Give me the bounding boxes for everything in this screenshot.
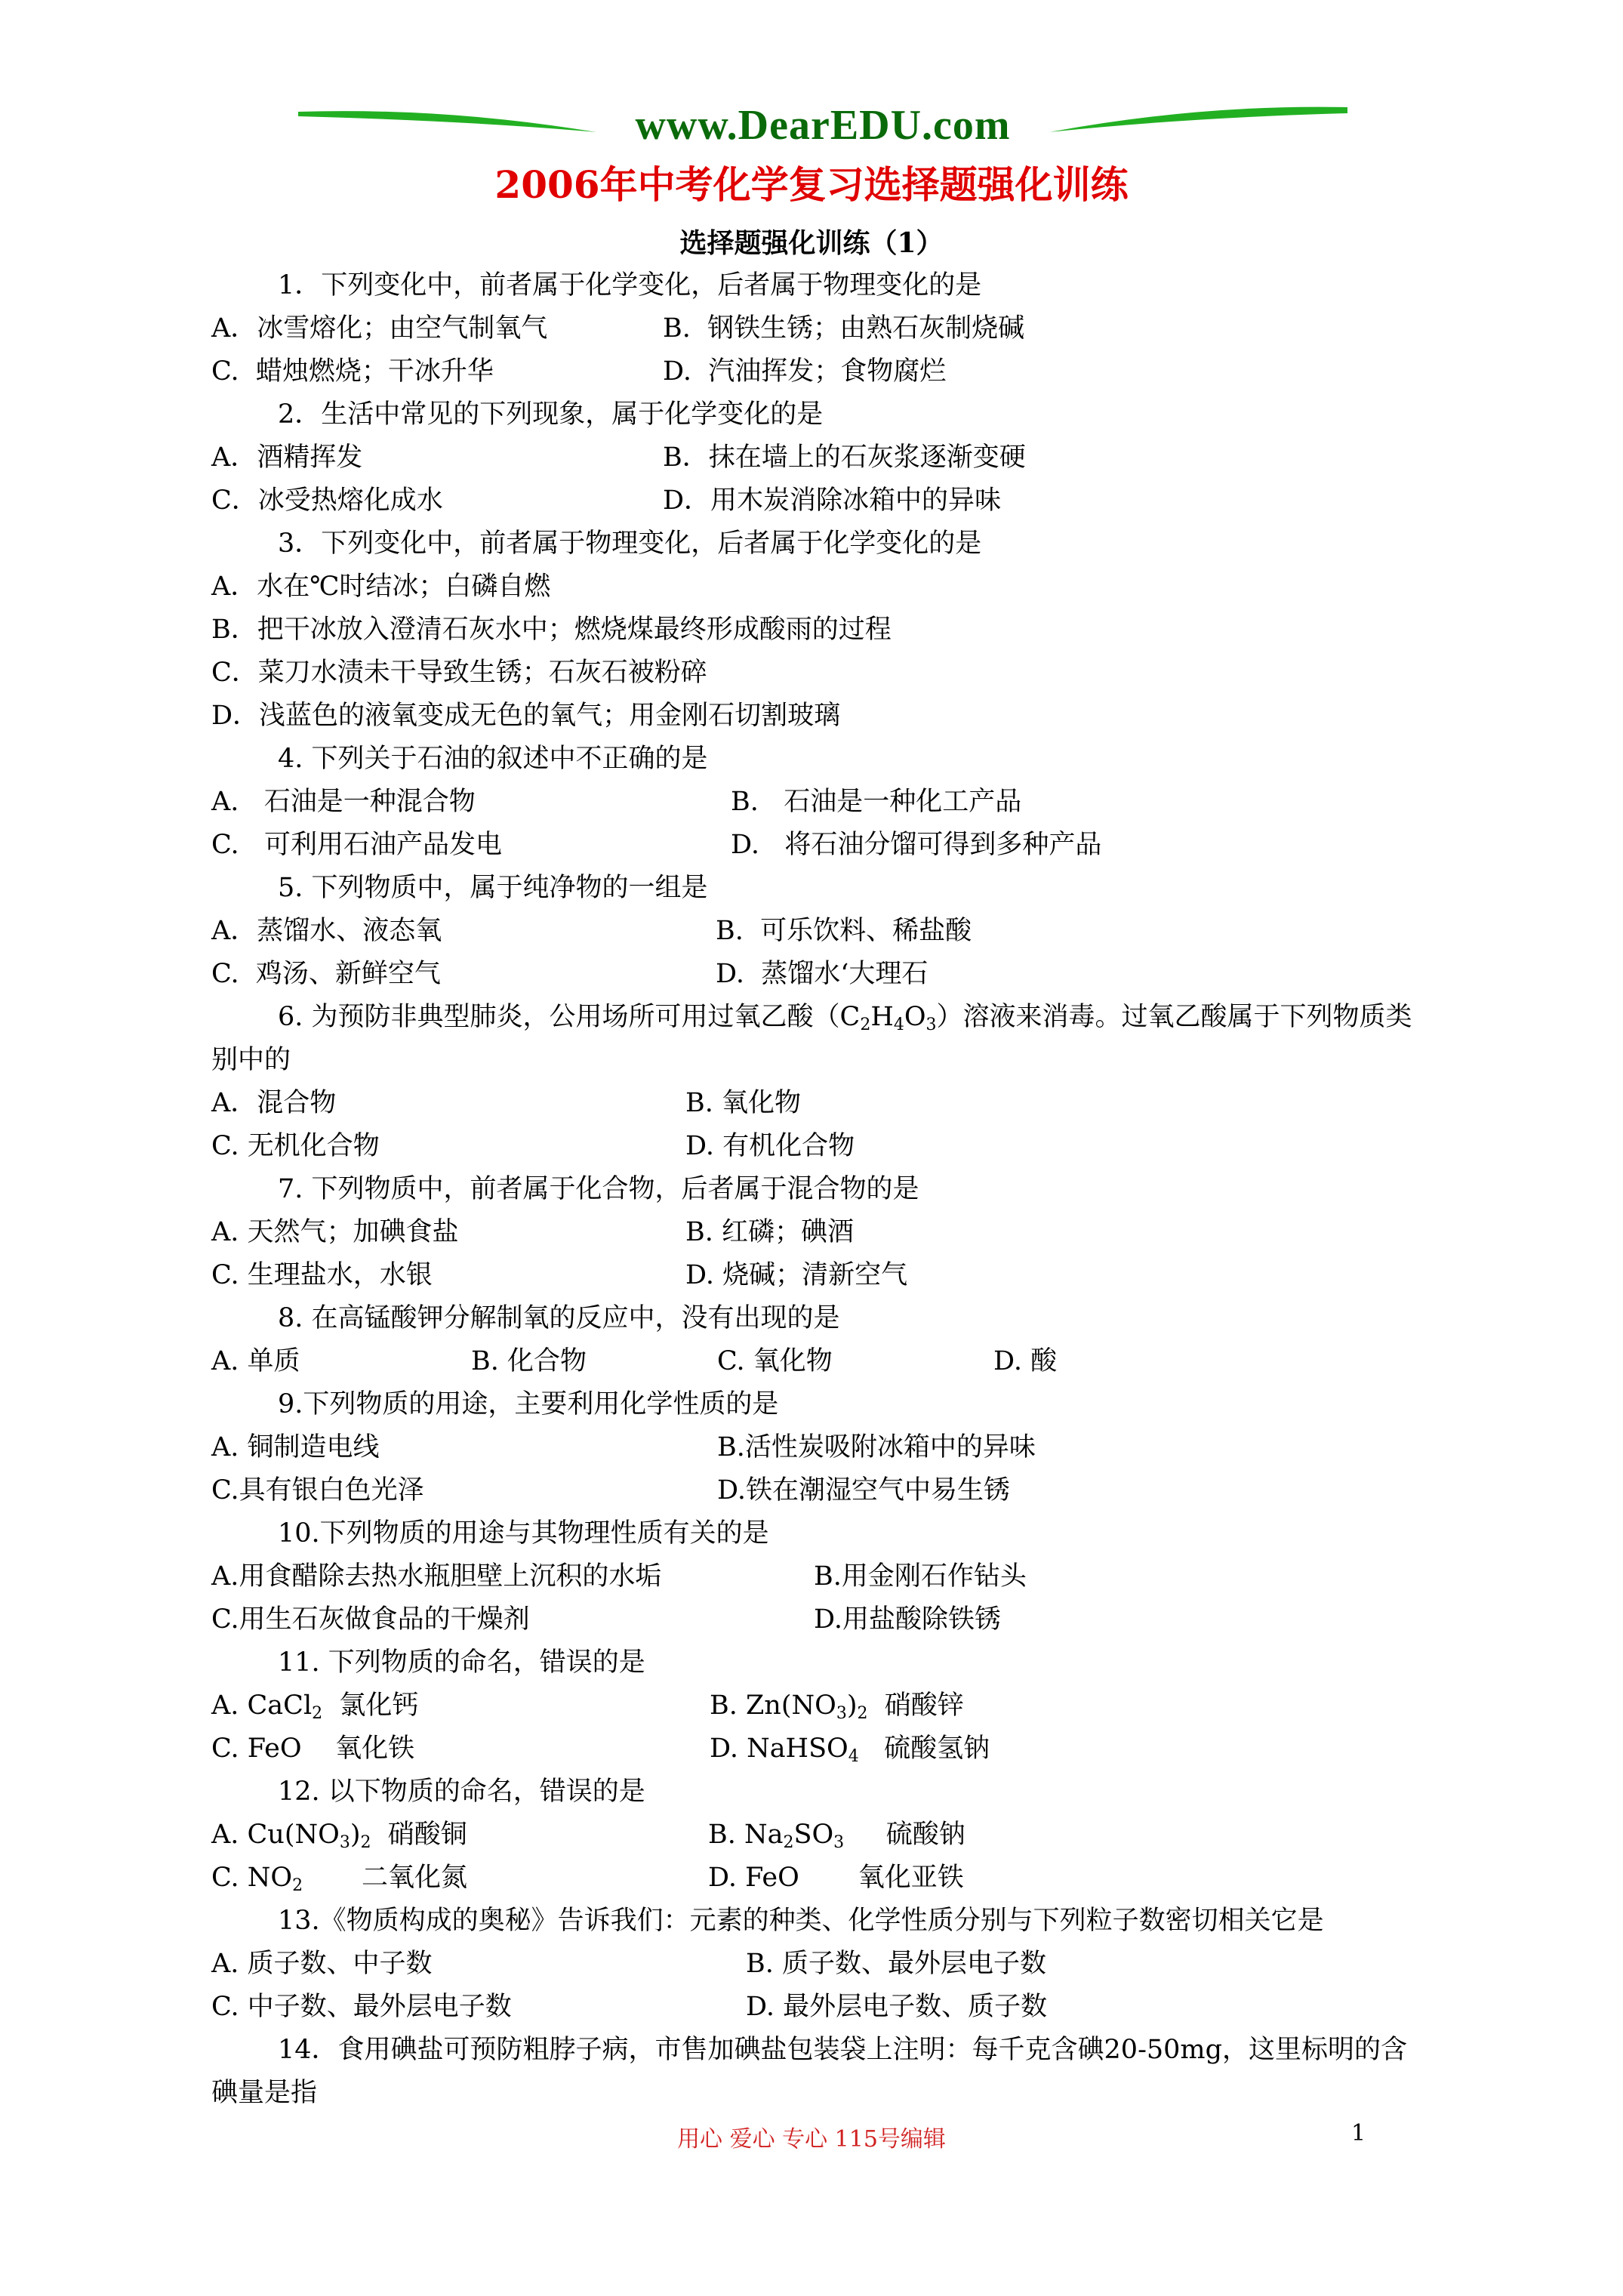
option-row bbox=[211, 1727, 1427, 1771]
option-d: D．浅蓝色的液氧变成无色的氧气；用金刚石切割玻璃 bbox=[211, 701, 841, 731]
option-c: C．菜刀水渍未干导致生锈；石灰石被粉碎 bbox=[211, 658, 707, 688]
option-b: B. $Zn(NO_3)_2$ 硝酸锌 bbox=[710, 1690, 964, 1723]
option-row bbox=[211, 1684, 1427, 1727]
question-stem: 3．下列变化中，前者属于物理变化，后者属于化学变化的是 bbox=[278, 529, 982, 559]
option-row bbox=[211, 479, 1427, 522]
option-row bbox=[211, 824, 1427, 867]
question-stem: 1．下列变化中，前者属于化学变化，后者属于物理变化的是 bbox=[278, 270, 982, 300]
option-a: A. 石油是一种混合物 bbox=[211, 787, 476, 817]
option-c: C. 鸡汤、新鲜空气 bbox=[211, 959, 441, 989]
option-d: D. 最外层电子数、质子数 bbox=[746, 1992, 1048, 2022]
option-b: B．把干冰放入澄清石灰水中；燃烧煤最终形成酸雨的过程 bbox=[211, 615, 892, 645]
option-a: A. 铜制造电线 bbox=[211, 1432, 380, 1462]
option-b: B. $Na_2SO_3$ 硫酸钠 bbox=[708, 1820, 965, 1852]
question-stem: 13.《物质构成的奥秘》告诉我们：元素的种类、化学性质分别与下列粒子数密切相关它是 bbox=[278, 1906, 1324, 1936]
question-stem: 4. 下列关于石油的叙述中不正确的是 bbox=[278, 744, 708, 774]
page-title: 2006年中考化学复习选择题强化训练 bbox=[494, 162, 1129, 207]
option-c: C. 无机化合物 bbox=[211, 1131, 380, 1161]
question-stem: 6. 为预防非典型肺炎，公用场所可用过氧乙酸$(C_2H_4O_3)$溶液来消毒。过氧乙酸属于下列物质类别中的 bbox=[211, 1002, 1412, 1075]
option-c: C. 氧化物 bbox=[717, 1346, 833, 1376]
option-d: D. FeO 氧化亚铁 bbox=[708, 1863, 964, 1893]
option-b: B. 钢铁生锈；由熟石灰制烧碱 bbox=[663, 313, 1025, 344]
option-a: A．蒸馏水、液态氧 bbox=[211, 916, 442, 946]
option-b: B. 红磷；碘酒 bbox=[685, 1217, 854, 1247]
option-b: B. 质子数、最外层电子数 bbox=[746, 1949, 1046, 1979]
option-d: D. 汽油挥发；食物腐烂 bbox=[663, 356, 947, 387]
option-d: D. 蒸馏水‘大理石 bbox=[716, 959, 929, 989]
option-b: B. 可乐饮料、稀盐酸 bbox=[716, 916, 972, 946]
option-row bbox=[211, 1857, 1427, 1900]
option-row bbox=[211, 307, 1427, 350]
option-row bbox=[211, 781, 1427, 824]
option-a: A．冰雪熔化；由空气制氧气 bbox=[211, 313, 548, 344]
option-a: A. $Cu(NO_3)_2$ 硝酸铜 bbox=[211, 1820, 467, 1852]
option-row bbox=[211, 350, 1427, 393]
question-stem: 9.下列物质的用途，主要利用化学性质的是 bbox=[278, 1389, 779, 1419]
question-stem: 7. 下列物质中，前者属于化合物，后者属于混合物的是 bbox=[278, 1174, 919, 1204]
option-row bbox=[211, 1814, 1427, 1857]
option-a: A．水在℃时结冰；白磷自燃 bbox=[211, 572, 551, 602]
option-b: B. 化合物 bbox=[471, 1346, 587, 1376]
option-row bbox=[211, 1426, 1427, 1469]
question-stem: 12. 以下物质的命名，错误的是 bbox=[278, 1777, 645, 1807]
question-stem: 14．食用碘盐可预防粗脖子病，市售加碘盐包装袋上注明：每千克含碘20-50mg，这里标明的含碘量是指 bbox=[211, 2035, 1408, 2108]
option-row bbox=[211, 953, 1427, 996]
option-a: A.用食醋除去热水瓶胆壁上沉积的水垢 bbox=[211, 1561, 662, 1592]
option-c: C. $NO_2$ 二氧化氮 bbox=[211, 1863, 467, 1895]
option-row bbox=[211, 1254, 1427, 1297]
option-row bbox=[211, 910, 1427, 953]
question-stem: 5. 下列物质中，属于纯净物的一组是 bbox=[278, 873, 708, 903]
option-c: C.具有银白色光泽 bbox=[211, 1475, 424, 1505]
option-b: B. 石油是一种化工产品 bbox=[731, 787, 1022, 817]
option-d: D．用木炭消除冰箱中的异味 bbox=[663, 485, 1002, 516]
question-stem: 11. 下列物质的命名，错误的是 bbox=[278, 1647, 645, 1678]
option-d: D.用盐酸除铁锈 bbox=[814, 1604, 1001, 1635]
section-subtitle: 选择题强化训练（1） bbox=[679, 227, 944, 259]
option-a: A. CaCl$_2$ 氯化钙 bbox=[211, 1690, 419, 1723]
option-c: C. FeO 氧化铁 bbox=[211, 1734, 415, 1764]
option-c: C. 生理盐水，水银 bbox=[211, 1260, 433, 1290]
footer-text: 用心 爱心 专心 115号编辑 bbox=[677, 2126, 946, 2153]
option-b: B.活性炭吸附冰箱中的异味 bbox=[717, 1432, 1036, 1462]
option-b: B.用金刚石作钻头 bbox=[814, 1561, 1027, 1592]
option-c: C．冰受热熔化成水 bbox=[211, 485, 443, 516]
option-row bbox=[211, 436, 1427, 479]
site-logo-banner bbox=[294, 91, 1351, 159]
question-stem: 8. 在高锰酸钾分解制氧的反应中，没有出现的是 bbox=[278, 1303, 840, 1333]
page-number: 1 bbox=[1351, 2120, 1366, 2147]
option-row bbox=[211, 1340, 1427, 1383]
option-row bbox=[211, 1469, 1427, 1512]
option-d: D. 将石油分馏可得到多种产品 bbox=[731, 830, 1102, 860]
option-c: C. 可利用石油产品发电 bbox=[211, 830, 503, 860]
option-a: A. 单质 bbox=[211, 1346, 300, 1376]
option-a: A．混合物 bbox=[211, 1088, 337, 1118]
option-row bbox=[211, 1943, 1427, 1986]
option-d: D. 有机化合物 bbox=[685, 1131, 855, 1161]
option-row bbox=[211, 1211, 1427, 1254]
option-row bbox=[211, 1082, 1427, 1125]
option-row bbox=[211, 1986, 1427, 2029]
question-list bbox=[211, 264, 1427, 2115]
option-c: C.用生石灰做食品的干燥剂 bbox=[211, 1604, 530, 1635]
option-d: D. 酸 bbox=[993, 1346, 1058, 1376]
option-row bbox=[211, 1125, 1427, 1168]
option-d: D. 烧碱；清新空气 bbox=[685, 1260, 908, 1290]
option-a: A．酒精挥发 bbox=[211, 442, 363, 473]
option-d: D. NaHSO$_4$ 硫酸氢钠 bbox=[710, 1734, 990, 1766]
option-a: A. 天然气；加碘食盐 bbox=[211, 1217, 459, 1247]
option-a: A. 质子数、中子数 bbox=[211, 1949, 433, 1979]
option-b: B. 氧化物 bbox=[685, 1088, 801, 1118]
option-b: B．抹在墙上的石灰浆逐渐变硬 bbox=[663, 442, 1026, 473]
question-stem: 10.下列物质的用途与其物理性质有关的是 bbox=[278, 1518, 769, 1549]
option-c: C. 中子数、最外层电子数 bbox=[211, 1992, 512, 2022]
option-row bbox=[211, 1598, 1427, 1641]
question-stem: 2．生活中常见的下列现象，属于化学变化的是 bbox=[278, 399, 824, 430]
option-d: D.铁在潮湿空气中易生锈 bbox=[717, 1475, 1010, 1505]
option-row bbox=[211, 1555, 1427, 1598]
option-c: C. 蜡烛燃烧；干冰升华 bbox=[211, 356, 494, 387]
site-logo-text: www.DearEDU.com bbox=[635, 102, 1011, 149]
